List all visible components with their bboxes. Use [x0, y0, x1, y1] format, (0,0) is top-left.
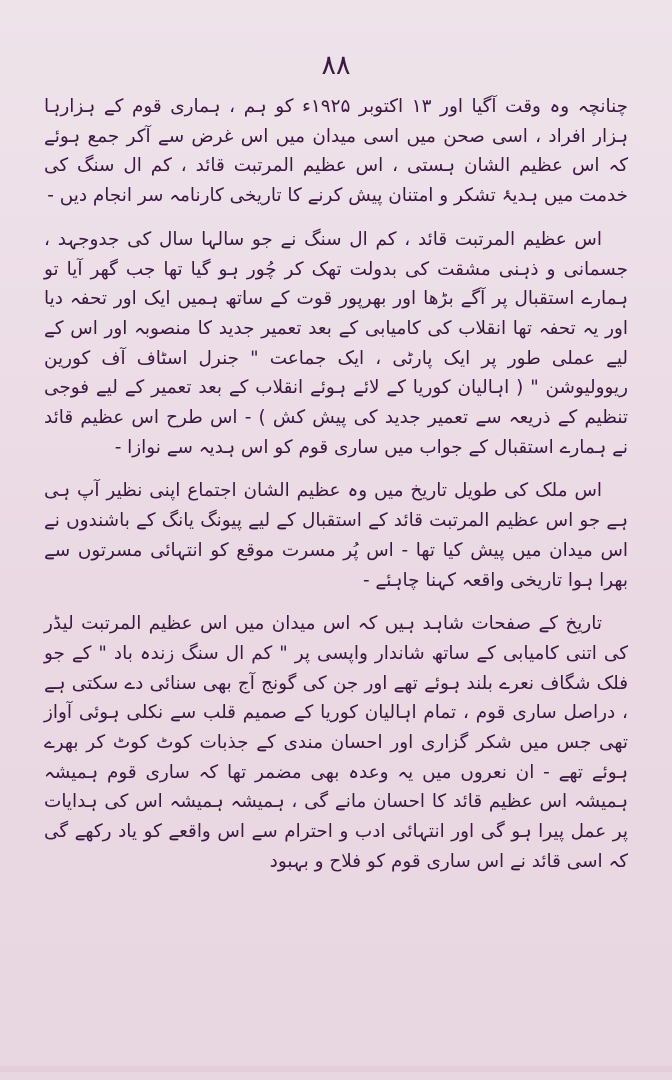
paragraph-3: اس ملک کی طویل تاریخ میں وہ عظیم الشان اجتماع اپنی نظیر آپ ہی ہے جو اس عظیم المرتبت قائد کے استقبال کے لیے پیونگ یانگ کے باشندوں نے اس میدان میں پیش کیا تھا - اس پُر مسرت موقع کو انتہائی مسرتوں سے بھرا ہوا تاریخی واقعہ کہنا چاہئے - [44, 480, 628, 591]
paper-shade [0, 1066, 672, 1072]
page-number: ۸۸ [321, 50, 351, 81]
paragraph-1: چنانچہ وہ وقت آگیا اور ۱۳ اکتوبر ۱۹۲۵ء کو ہم ، ہماری قوم کے ہزارہا ہزار افراد ، اسی صحن میں اسی میدان میں اس غرض سے آکر جمع ہوئے کہ اس عظیم الشان ہستی ، اس عظیم المرتبت قائد ، کم ال سنگ کی خدمت میں ہدیۂ تشکر و امتنان پیش کرنے کا تاریخی کارنامہ سر انجام دیں - [44, 96, 629, 207]
body-text [44, 92, 628, 891]
paragraph-4: تاریخ کے صفحات شاہد ہیں کہ اس میدان میں اس عظیم المرتبت لیڈر کی اتنی کامیابی کے ساتھ شاندار واپسی پر " کم ال سنگ زندہ باد " کے جو فلک شگاف نعرے بلند ہوئے تھے اور جن کی گونج آج بھی سنائی دے سکتی ہے ، دراصل ساری قوم ، تمام اہالیان کوریا کے صمیم قلب سے نکلی ہوئی آواز تھی جس میں شکر گزاری اور احسان مندی کے جذبات کوٹ کوٹ کر بھرے ہوئے تھے - ان نعروں میں یہ وعدہ بھی مضمر تھا کہ ساری قوم ہمیشہ ہمیشہ اس عظیم قائد کا احسان مانے گی ، ہمیشہ ہمیشہ اس کی ہدایات پر عمل پیرا ہو گی اور انتہائی ادب و احترام سے اس واقعے کو یاد رکھے گی کہ اسی قائد نے اس ساری قوم کو فلاح و بہبود [44, 613, 628, 872]
paragraph-2: اس عظیم المرتبت قائد ، کم ال سنگ نے جو سالہا سال کی جدوجہد ، جسمانی و ذہنی مشقت کی بدولت تھک کر چُور ہو گیا تھا جب گھر آیا تو ہمارے استقبال پر آگے بڑھا اور بھرپور قوت کے ساتھ ہمیں ایک اور تحفہ دیا اور یہ تحفہ تھا انقلاب کی کامیابی کے بعد تعمیر جدید کا منصوبہ اور اس کے لیے عملی طور پر ایک پارٹی ، ایک جماعت " جنرل اسٹاف آف کورین ریوولیوشن " ( اہالیان کوریا کے لائے ہوئے انقلاب کے بعد تعمیر کے لیے فوجی تنظیم کے ذریعہ سے تعمیر جدید کی پیش کش ) - اس طرح اس عظیم قائد نے ہمارے استقبال کے جواب میں ساری قوم کو اس ہدیہ سے نوازا - [44, 228, 628, 458]
